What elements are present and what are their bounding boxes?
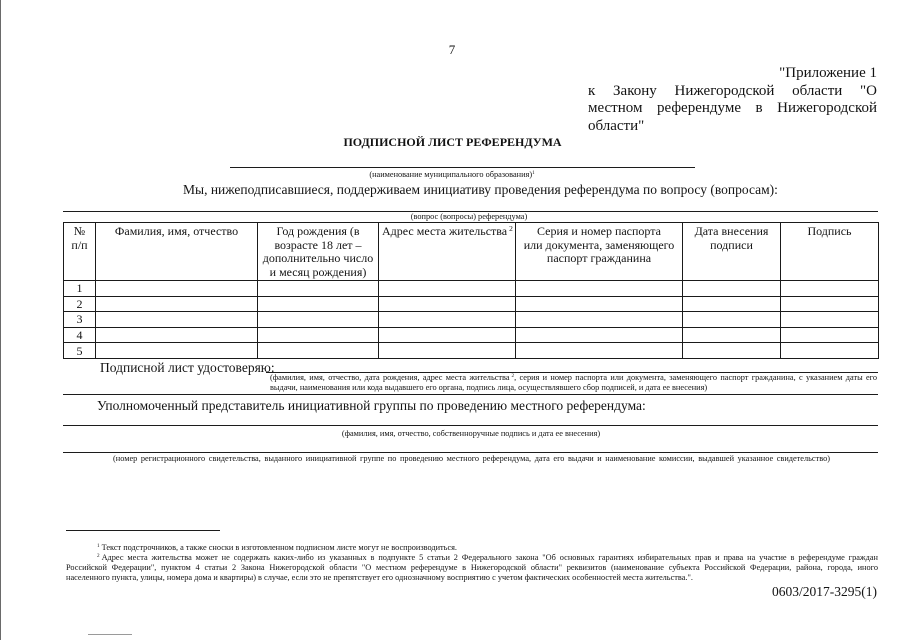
certification-label: Подписной лист удостоверяю: (100, 360, 275, 375)
municipality-field-line (230, 167, 695, 168)
cell-birth-year (258, 312, 379, 328)
footnote-ref-marker: 1 (97, 543, 100, 550)
cell-passport (516, 312, 683, 328)
cell-signing-date (683, 312, 781, 328)
page-number: 7 (448, 42, 456, 57)
cell-signature (781, 312, 879, 328)
cell-address (379, 281, 516, 297)
cell-signing-date (683, 343, 781, 359)
certification-signature-line (63, 394, 878, 395)
footnote-ref-marker: 2 (97, 553, 100, 560)
document-code: 0603/2017-3295(1) (772, 584, 877, 599)
footnote-ref-marker: 1 (532, 170, 535, 177)
registration-field-line (63, 452, 878, 453)
certification-caption-text: , серия и номер паспорта или документа, заменяющего паспорт гражданина, с указанием даты его (514, 373, 878, 382)
cell-birth-year (258, 296, 379, 312)
intro-statement: Мы, нижеподписавшиеся, поддерживаем инициативу проведения референдума по вопросу (вопросам): (183, 182, 778, 197)
scan-edge (0, 0, 1, 640)
cell-passport (516, 327, 683, 343)
cell-full-name (96, 343, 258, 359)
cell-signing-date (683, 281, 781, 297)
appendix-reference (588, 65, 877, 136)
cell-signature (781, 343, 879, 359)
representative-field-line (63, 425, 878, 426)
row-number: 5 (64, 343, 96, 359)
col-header-address (379, 223, 516, 281)
cell-birth-year (258, 327, 379, 343)
certification-caption-continued: выдачи, наименования или кода выдавшего его органа, подпись лица, осуществлявшего сбор подписей, и дата ее внесения) (270, 383, 708, 392)
cell-birth-year (258, 343, 379, 359)
footnote-2-continued: населенного пункта, улицы, номера дома и квартиры) в случае, если это не препятствует его однозначному восприятию с учетом фактических особенностей места жительства.". (66, 573, 693, 582)
cell-address (379, 327, 516, 343)
certification-caption-text: (фамилия, имя, отчество, дата рождения, адрес места жительства (270, 373, 510, 382)
scan-artifact-line (88, 634, 132, 635)
row-number: 1 (64, 281, 96, 297)
cell-full-name (96, 312, 258, 328)
footnote-ref-marker: 2 (511, 373, 515, 380)
col-header-signature: Подпись (781, 223, 879, 281)
table-row (64, 281, 879, 297)
cell-birth-year (258, 281, 379, 297)
col-header-passport: Серия и номер паспорта или документа, заменяющего паспорт гражданина (516, 223, 683, 281)
footnote-2 (97, 553, 878, 563)
cell-full-name (96, 296, 258, 312)
row-number: 4 (64, 327, 96, 343)
question-caption: (вопрос (вопросы) референдума) (410, 212, 528, 221)
document-title: ПОДПИСНОЙ ЛИСТ РЕФЕРЕНДУМА (343, 135, 562, 149)
cell-signing-date (683, 296, 781, 312)
municipality-caption (342, 170, 562, 180)
cell-passport (516, 343, 683, 359)
cell-signing-date (683, 327, 781, 343)
table-header-row (64, 223, 879, 281)
table-row (64, 296, 879, 312)
footnote-2-continued: Российской Федерации", пунктом 4 статьи 2 Закона Нижегородской области "О местном референдуме в Нижегородской области" реквизитов (наименование субъекта Российской Федерации, района, города, иного (66, 563, 878, 572)
appendix-line: к Закону Нижегородской области "О (588, 82, 877, 99)
appendix-line: области" (588, 118, 645, 135)
col-header-address-text: Адрес места жительства (382, 224, 508, 238)
col-header-full-name: Фамилия, имя, отчество (96, 223, 258, 281)
table-row (64, 327, 879, 343)
footnote-separator (66, 530, 220, 531)
appendix-line: "Приложение 1 (779, 65, 877, 81)
row-number: 2 (64, 296, 96, 312)
cell-full-name (96, 327, 258, 343)
cell-signature (781, 327, 879, 343)
table-row (64, 312, 879, 328)
cell-address (379, 343, 516, 359)
representative-label: Уполномоченный представитель инициативной группы по проведению местного референдума: (97, 398, 646, 413)
certification-caption (270, 373, 877, 383)
col-header-number: № п/п (64, 223, 96, 281)
cell-signature (781, 281, 879, 297)
municipality-caption-text: (наименование муниципального образования) (369, 170, 533, 179)
representative-caption: (фамилия, имя, отчество, собственноручные подпись и дата ее внесения) (341, 429, 601, 438)
cell-full-name (96, 281, 258, 297)
row-number: 3 (64, 312, 96, 328)
cell-signature (781, 296, 879, 312)
footnote-text: Адрес места жительства может не содержать каких-либо из указанных в подпункте 5 статьи 2 Федерального закона "Об основных гарантиях избирательных прав и права на участие в референдуме граждан (101, 553, 878, 562)
table-row (64, 343, 879, 359)
cell-address (379, 296, 516, 312)
footnote-text: Текст подстрочников, а также сноски в изготовленном подписном листе могут не воспроизводиться. (101, 543, 458, 552)
col-header-signing-date: Дата внесения подписи (683, 223, 781, 281)
signature-table (63, 222, 879, 359)
footnote-1 (97, 543, 457, 553)
cell-passport (516, 296, 683, 312)
cell-passport (516, 281, 683, 297)
registration-caption: (номер регистрационного свидетельства, выданного инициативной группе по проведению местного референдума, дата его выдачи и наименование комиссии, выдавшей указанное свидетельство) (113, 454, 830, 463)
appendix-line: местном референдуме в Нижегородской (588, 100, 877, 117)
col-header-birth-year: Год рождения (в возрасте 18 лет – дополнительно число и месяц рождения) (258, 223, 379, 281)
footnote-ref-marker: 2 (509, 224, 513, 234)
cell-address (379, 312, 516, 328)
